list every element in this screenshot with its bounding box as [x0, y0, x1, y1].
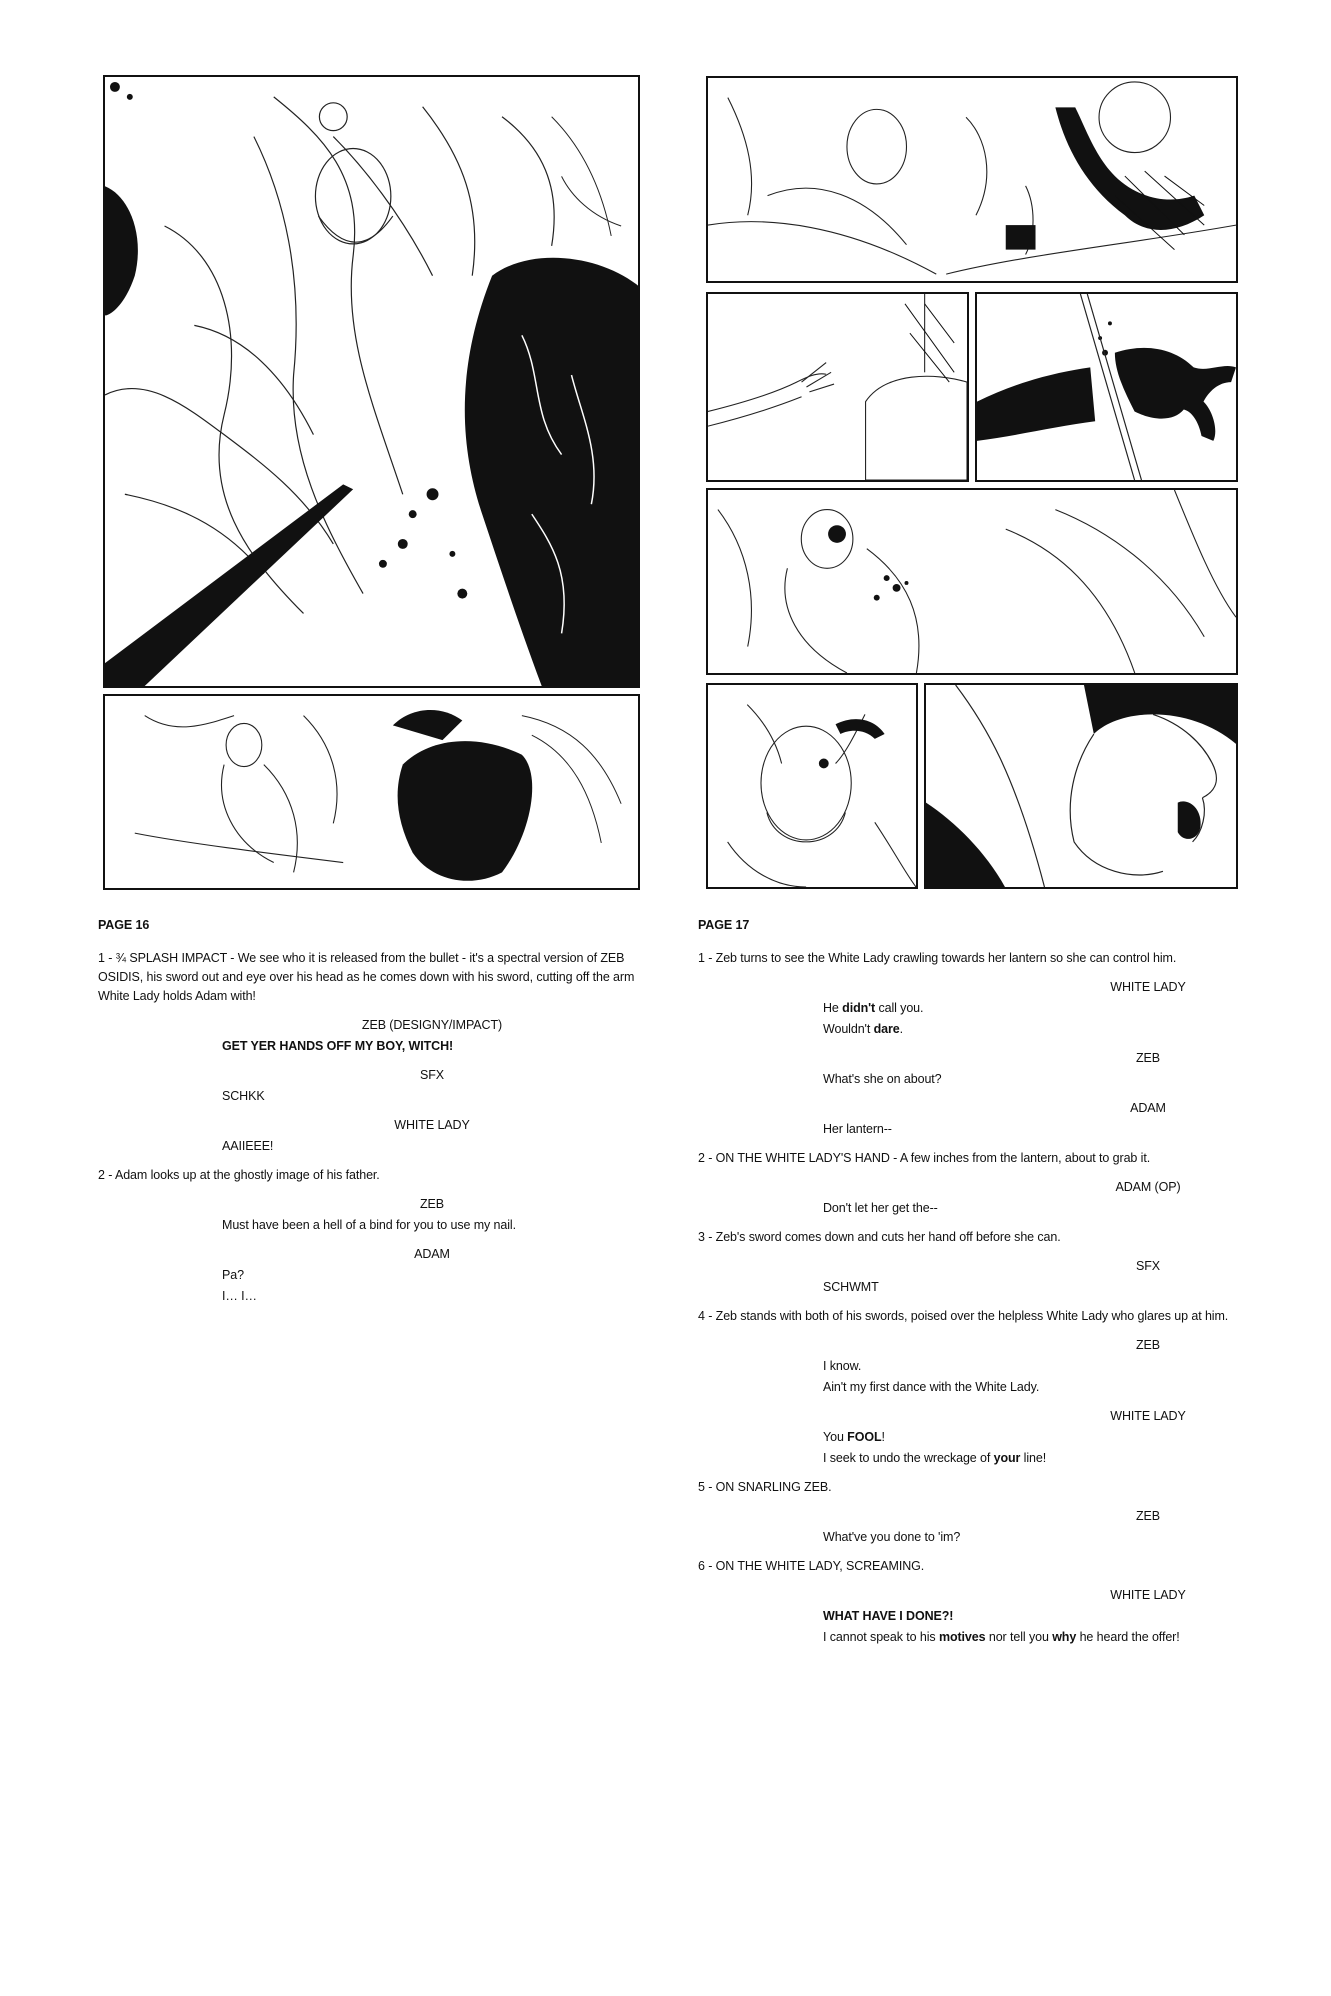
sfx-line: SCHKK [222, 1089, 265, 1103]
panel-description: 5 - ON SNARLING ZEB. [698, 1480, 832, 1494]
page17-panel-5 [706, 683, 918, 889]
character-name: WHITE LADY [1110, 1409, 1186, 1423]
dialogue-line: What've you done to 'im? [823, 1530, 961, 1544]
character-name: ADAM [1130, 1101, 1166, 1115]
character-name: SFX [1135, 1259, 1160, 1273]
panel-description: 1 - ¾ SPLASH IMPACT - We see who it is released from the bullet - it's a spectral version of ZEB OSIDIS, his sword out and eye over his head as he comes down with his sword, cutting off the arm White Lady holds Adam with! [98, 951, 635, 1003]
character-name: ZEB [1135, 1338, 1160, 1352]
character-name: WHITE LADY [1110, 980, 1186, 994]
sfx-line: SCHWMT [823, 1280, 879, 1294]
page17-script [698, 916, 1238, 1657]
page16-panel-2 [103, 694, 640, 890]
page17-panel-4 [706, 488, 1238, 675]
page17-panel-2 [706, 292, 969, 482]
character-name: ZEB [1135, 1509, 1160, 1523]
panel-description: 3 - Zeb's sword comes down and cuts her hand off before she can. [698, 1230, 1061, 1244]
page17-panel-1 [706, 76, 1238, 283]
panel-description: 2 - Adam looks up at the ghostly image of his father. [98, 1168, 380, 1182]
dialogue-line: Wouldn't dare. [823, 1022, 903, 1036]
dialogue-line: He didn't call you. [823, 1001, 924, 1015]
character-name: SFX [419, 1068, 444, 1082]
splash-illustration [105, 77, 638, 686]
page17-panel-3 [975, 292, 1238, 482]
page16-splash-panel [103, 75, 640, 688]
character-name: WHITE LADY [1110, 1588, 1186, 1602]
white-lady-screaming-illustration [926, 685, 1236, 887]
white-lady-crawling-illustration [708, 78, 1236, 281]
white-lady-hand-illustration [708, 294, 967, 480]
panel-description: 6 - ON THE WHITE LADY, SCREAMING. [698, 1559, 925, 1573]
dialogue-line: Don't let her get the-- [823, 1201, 938, 1215]
dialogue-line: WHAT HAVE I DONE?! [823, 1609, 954, 1623]
dialogue-line: I seek to undo the wreckage of your line! [823, 1451, 1047, 1465]
dialogue-line: I know. [823, 1359, 862, 1373]
page-heading: PAGE 17 [698, 918, 750, 932]
character-name: ZEB [419, 1197, 444, 1211]
hand-cut-off-illustration [977, 294, 1236, 480]
page-heading: PAGE 16 [98, 918, 150, 932]
snarling-zeb-illustration [708, 685, 916, 887]
panel-description: 2 - ON THE WHITE LADY'S HAND - A few inches from the lantern, about to grab it. [698, 1151, 1151, 1165]
dialogue-line: I cannot speak to his motives nor tell you why he heard the offer! [823, 1630, 1180, 1644]
dialogue-line: Must have been a hell of a bind for you to use my nail. [222, 1218, 516, 1232]
dialogue-line: Ain't my first dance with the White Lady. [823, 1380, 1040, 1394]
page17-panel-6 [924, 683, 1238, 889]
dialogue-line: I… I… [222, 1289, 257, 1303]
character-name: ADAM (OP) [1115, 1180, 1181, 1194]
page16-script [98, 916, 638, 1316]
dialogue-line: AAIIEEE! [222, 1139, 274, 1153]
character-name: ADAM [414, 1247, 450, 1261]
character-name: WHITE LADY [394, 1118, 470, 1132]
zeb-stands-over-white-lady-illustration [708, 490, 1236, 673]
dialogue-line: Pa? [222, 1268, 244, 1282]
panel-description: 1 - Zeb turns to see the White Lady crawling towards her lantern so she can control him. [698, 951, 1177, 965]
panel-description: 4 - Zeb stands with both of his swords, poised over the helpless White Lady who glares up at him. [698, 1309, 1229, 1323]
dialogue-line: GET YER HANDS OFF MY BOY, WITCH! [222, 1039, 454, 1053]
adam-looks-up-illustration [105, 696, 638, 888]
dialogue-line: Her lantern-- [823, 1122, 892, 1136]
character-name: ZEB [1135, 1051, 1160, 1065]
dialogue-line: You FOOL! [823, 1430, 885, 1444]
dialogue-line: What's she on about? [823, 1072, 942, 1086]
character-name: ZEB (DESIGNY/IMPACT) [361, 1018, 503, 1032]
